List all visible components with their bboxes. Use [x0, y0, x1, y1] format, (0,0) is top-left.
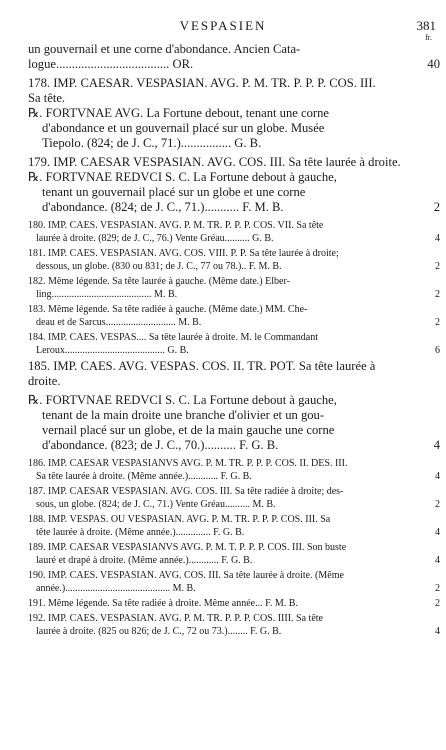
- margin-count: 4: [433, 438, 440, 452]
- entry-text: d'abondance et un gouvernail placé sur un globe. Musée: [42, 121, 325, 135]
- entry-line: [0, 331, 446, 344]
- margin-count: 6: [435, 345, 440, 356]
- entry-line: [36, 526, 446, 539]
- entry-text: 183. Même légende. Sa tête radiée à gauche. (Même date.) MM. Che-: [28, 304, 308, 315]
- entry-text: 178. IMP. CAESAR. VESPASIAN. AVG. P. M. TR. P. P. P. COS. III.: [28, 76, 376, 90]
- entry-line: [42, 408, 446, 423]
- entry-line: [0, 275, 446, 288]
- entry-line: [36, 316, 446, 329]
- entry-text: d'abondance. (824; de J. C., 71.)........... F. M. B.: [42, 200, 284, 214]
- catalogue-entry: [0, 155, 446, 215]
- catalogue-entry: [0, 393, 446, 453]
- catalogue-entry: [0, 457, 446, 483]
- margin-count: 2: [435, 289, 440, 300]
- entry-text: tenant un gouvernail placé sur un globe et une corne: [42, 185, 306, 199]
- entry-text: 184. IMP. CAES. VESPAS.... Sa tête laurée à droite. M. le Commandant: [28, 332, 318, 343]
- catalogue-entry: [0, 485, 446, 511]
- entry-line: [0, 541, 446, 554]
- entry-line: [42, 185, 446, 200]
- entry-text: 181. IMP. CAES. VESPASIAN. AVG. COS. VIII. P. P. Sa tête laurée à droite;: [28, 248, 339, 259]
- entry-text: 190. IMP. CAES. VESPASIAN. AVG. COS. III. Sa tête laurée à droite. (Même: [28, 570, 344, 581]
- entry-text: droite.: [28, 374, 61, 388]
- entry-line: [36, 498, 446, 511]
- margin-count: 4: [435, 626, 440, 637]
- entry-text: logue.................................... OR.: [28, 57, 194, 71]
- catalogue-body: [0, 42, 446, 640]
- entry-text: Sa tête.: [28, 91, 66, 105]
- page-header: [0, 18, 446, 42]
- entry-text: 179. IMP. CAESAR VESPASIAN. AVG. COS. III. Sa tête laurée à droite.: [28, 155, 401, 169]
- catalogue-entry: [0, 612, 446, 638]
- margin-count: 2: [435, 261, 440, 272]
- entry-text: ℞. FORTVNAE REDVCI S. C. La Fortune debout à gauche,: [28, 170, 337, 184]
- entry-line: [0, 457, 446, 470]
- catalogue-entry: [0, 42, 446, 72]
- entry-line: [36, 288, 446, 301]
- entry-line: [28, 42, 446, 57]
- entry-text: Leroux........................................ G. B.: [36, 345, 189, 356]
- margin-count: 40: [427, 57, 440, 71]
- entry-line: [28, 57, 446, 72]
- entry-line: [0, 597, 446, 610]
- entry-text: sous, un globe. (824; de J. C., 71.) Vente Gréau.......... M. B.: [36, 499, 276, 510]
- entry-line: [28, 91, 446, 106]
- entry-line: [36, 232, 446, 245]
- entry-text: 185. IMP. CAES. AVG. VESPAS. COS. II. TR. POT. Sa tête laurée à: [28, 359, 376, 373]
- margin-count: 4: [435, 233, 440, 244]
- entry-text: laurée à droite. (829; de J. C., 76.) Vente Gréau.......... G. B.: [36, 233, 274, 244]
- catalogue-entry: [0, 247, 446, 273]
- catalogue-entry: [0, 541, 446, 567]
- entry-text: laurée à droite. (825 ou 826; de J. C., 72 ou 73.)........ F. G. B.: [36, 626, 282, 637]
- margin-count: 2: [435, 317, 440, 328]
- entry-text: lauré et drapé à droite. (Même année.)............ F. G. B.: [36, 555, 253, 566]
- entry-text: Tiepolo. (824; de J. C., 71.)................ G. B.: [42, 136, 262, 150]
- page-number: 381: [416, 18, 436, 33]
- margin-count: 4: [435, 555, 440, 566]
- entry-line: [36, 554, 446, 567]
- entry-line: [42, 438, 446, 453]
- entry-line: [28, 106, 446, 121]
- catalogue-entry: [0, 219, 446, 245]
- entry-line: [28, 374, 446, 389]
- entry-line: [42, 423, 446, 438]
- entry-text: deau et de Sarcus............................ M. B.: [36, 317, 202, 328]
- entry-text: 191. Même légende. Sa tête radiée à droite. Même année... F. M. B.: [28, 598, 298, 609]
- margin-count: 4: [435, 527, 440, 538]
- entry-line: [28, 393, 446, 408]
- entry-line: [36, 470, 446, 483]
- entry-line: [42, 200, 446, 215]
- entry-line: [0, 513, 446, 526]
- margin-count: 2: [433, 200, 440, 214]
- entry-line: [0, 569, 446, 582]
- running-title: VESPASIEN: [179, 18, 267, 33]
- catalogue-entry: [0, 569, 446, 595]
- entry-text: ling........................................ M. B.: [36, 289, 178, 300]
- entry-line: [36, 582, 446, 595]
- entry-line: [36, 260, 446, 273]
- margin-count: 2: [435, 583, 440, 594]
- entry-line: [0, 155, 446, 170]
- catalogue-entry: [0, 597, 446, 610]
- entry-text: ℞. FORTVNAE AVG. La Fortune debout, tenant une corne: [28, 106, 329, 120]
- entry-text: année.).......................................... M. B.: [36, 583, 196, 594]
- catalogue-entry: [0, 331, 446, 357]
- entry-line: [36, 344, 446, 357]
- entry-text: vernail placé sur un globe, et de la main gauche une corne: [42, 423, 335, 437]
- entry-text: un gouvernail et une corne d'abondance. Ancien Cata-: [28, 42, 301, 56]
- entry-text: dessous, un globe. (830 ou 831; de J. C., 77 ou 78.).. F. M. B.: [36, 261, 282, 272]
- entry-text: 192. IMP. CAES. VESPASIAN. AVG. P. M. TR. P. P. P. COS. IIII. Sa tête: [28, 613, 323, 624]
- entry-text: 187. IMP. CAESAR VESPASIAN. AVG. COS. III. Sa tête radiée à droite; des-: [28, 486, 344, 497]
- entry-line: [36, 625, 446, 638]
- entry-text: 180. IMP. CAES. VESPASIAN. AVG. P. M. TR. P. P. P. COS. VII. Sa tête: [28, 220, 324, 231]
- currency-note: fr.: [425, 33, 432, 42]
- entry-text: 186. IMP. CAESAR VESPASIANVS AVG. P. M. TR. P. P. P. COS. II. DES. III.: [28, 458, 348, 469]
- entry-line: [0, 76, 446, 91]
- margin-count: 4: [435, 471, 440, 482]
- entry-line: [0, 247, 446, 260]
- margin-count: 2: [435, 499, 440, 510]
- entry-text: 188. IMP. VESPAS. OU VESPASIAN. AVG. P. M. TR. P. P. P. COS. III. Sa: [28, 514, 331, 525]
- entry-line: [28, 170, 446, 185]
- entry-text: ℞. FORTVNAE REDVCI S. C. La Fortune debout à gauche,: [28, 393, 337, 407]
- catalogue-entry: [0, 513, 446, 539]
- entry-line: [0, 303, 446, 316]
- entry-line: [0, 485, 446, 498]
- entry-line: [0, 359, 446, 374]
- entry-text: d'abondance. (823; de J. C., 70.).......... F. G. B.: [42, 438, 279, 452]
- entry-text: tenant de la main droite une branche d'olivier et un gou-: [42, 408, 325, 422]
- margin-count: 2: [435, 598, 440, 609]
- entry-text: 189. IMP. CAESAR VESPASIANVS AVG. P. M. T. P. P. P. COS. III. Son buste: [28, 542, 347, 553]
- entry-line: [42, 121, 446, 136]
- catalogue-entry: [0, 275, 446, 301]
- entry-text: 182. Même légende. Sa tête laurée à gauche. (Même date.) Elber-: [28, 276, 290, 287]
- entry-text: tête laurée à droite. (Même année.).............. F. G. B.: [36, 527, 245, 538]
- entry-spacer: [0, 638, 446, 640]
- entry-line: [0, 612, 446, 625]
- catalogue-entry: [0, 303, 446, 329]
- entry-text: Sa tête laurée à droite. (Même année.)............ F. G. B.: [36, 471, 252, 482]
- catalogue-entry: [0, 359, 446, 389]
- entry-line: [42, 136, 446, 151]
- entry-line: [0, 219, 446, 232]
- catalogue-entry: [0, 76, 446, 151]
